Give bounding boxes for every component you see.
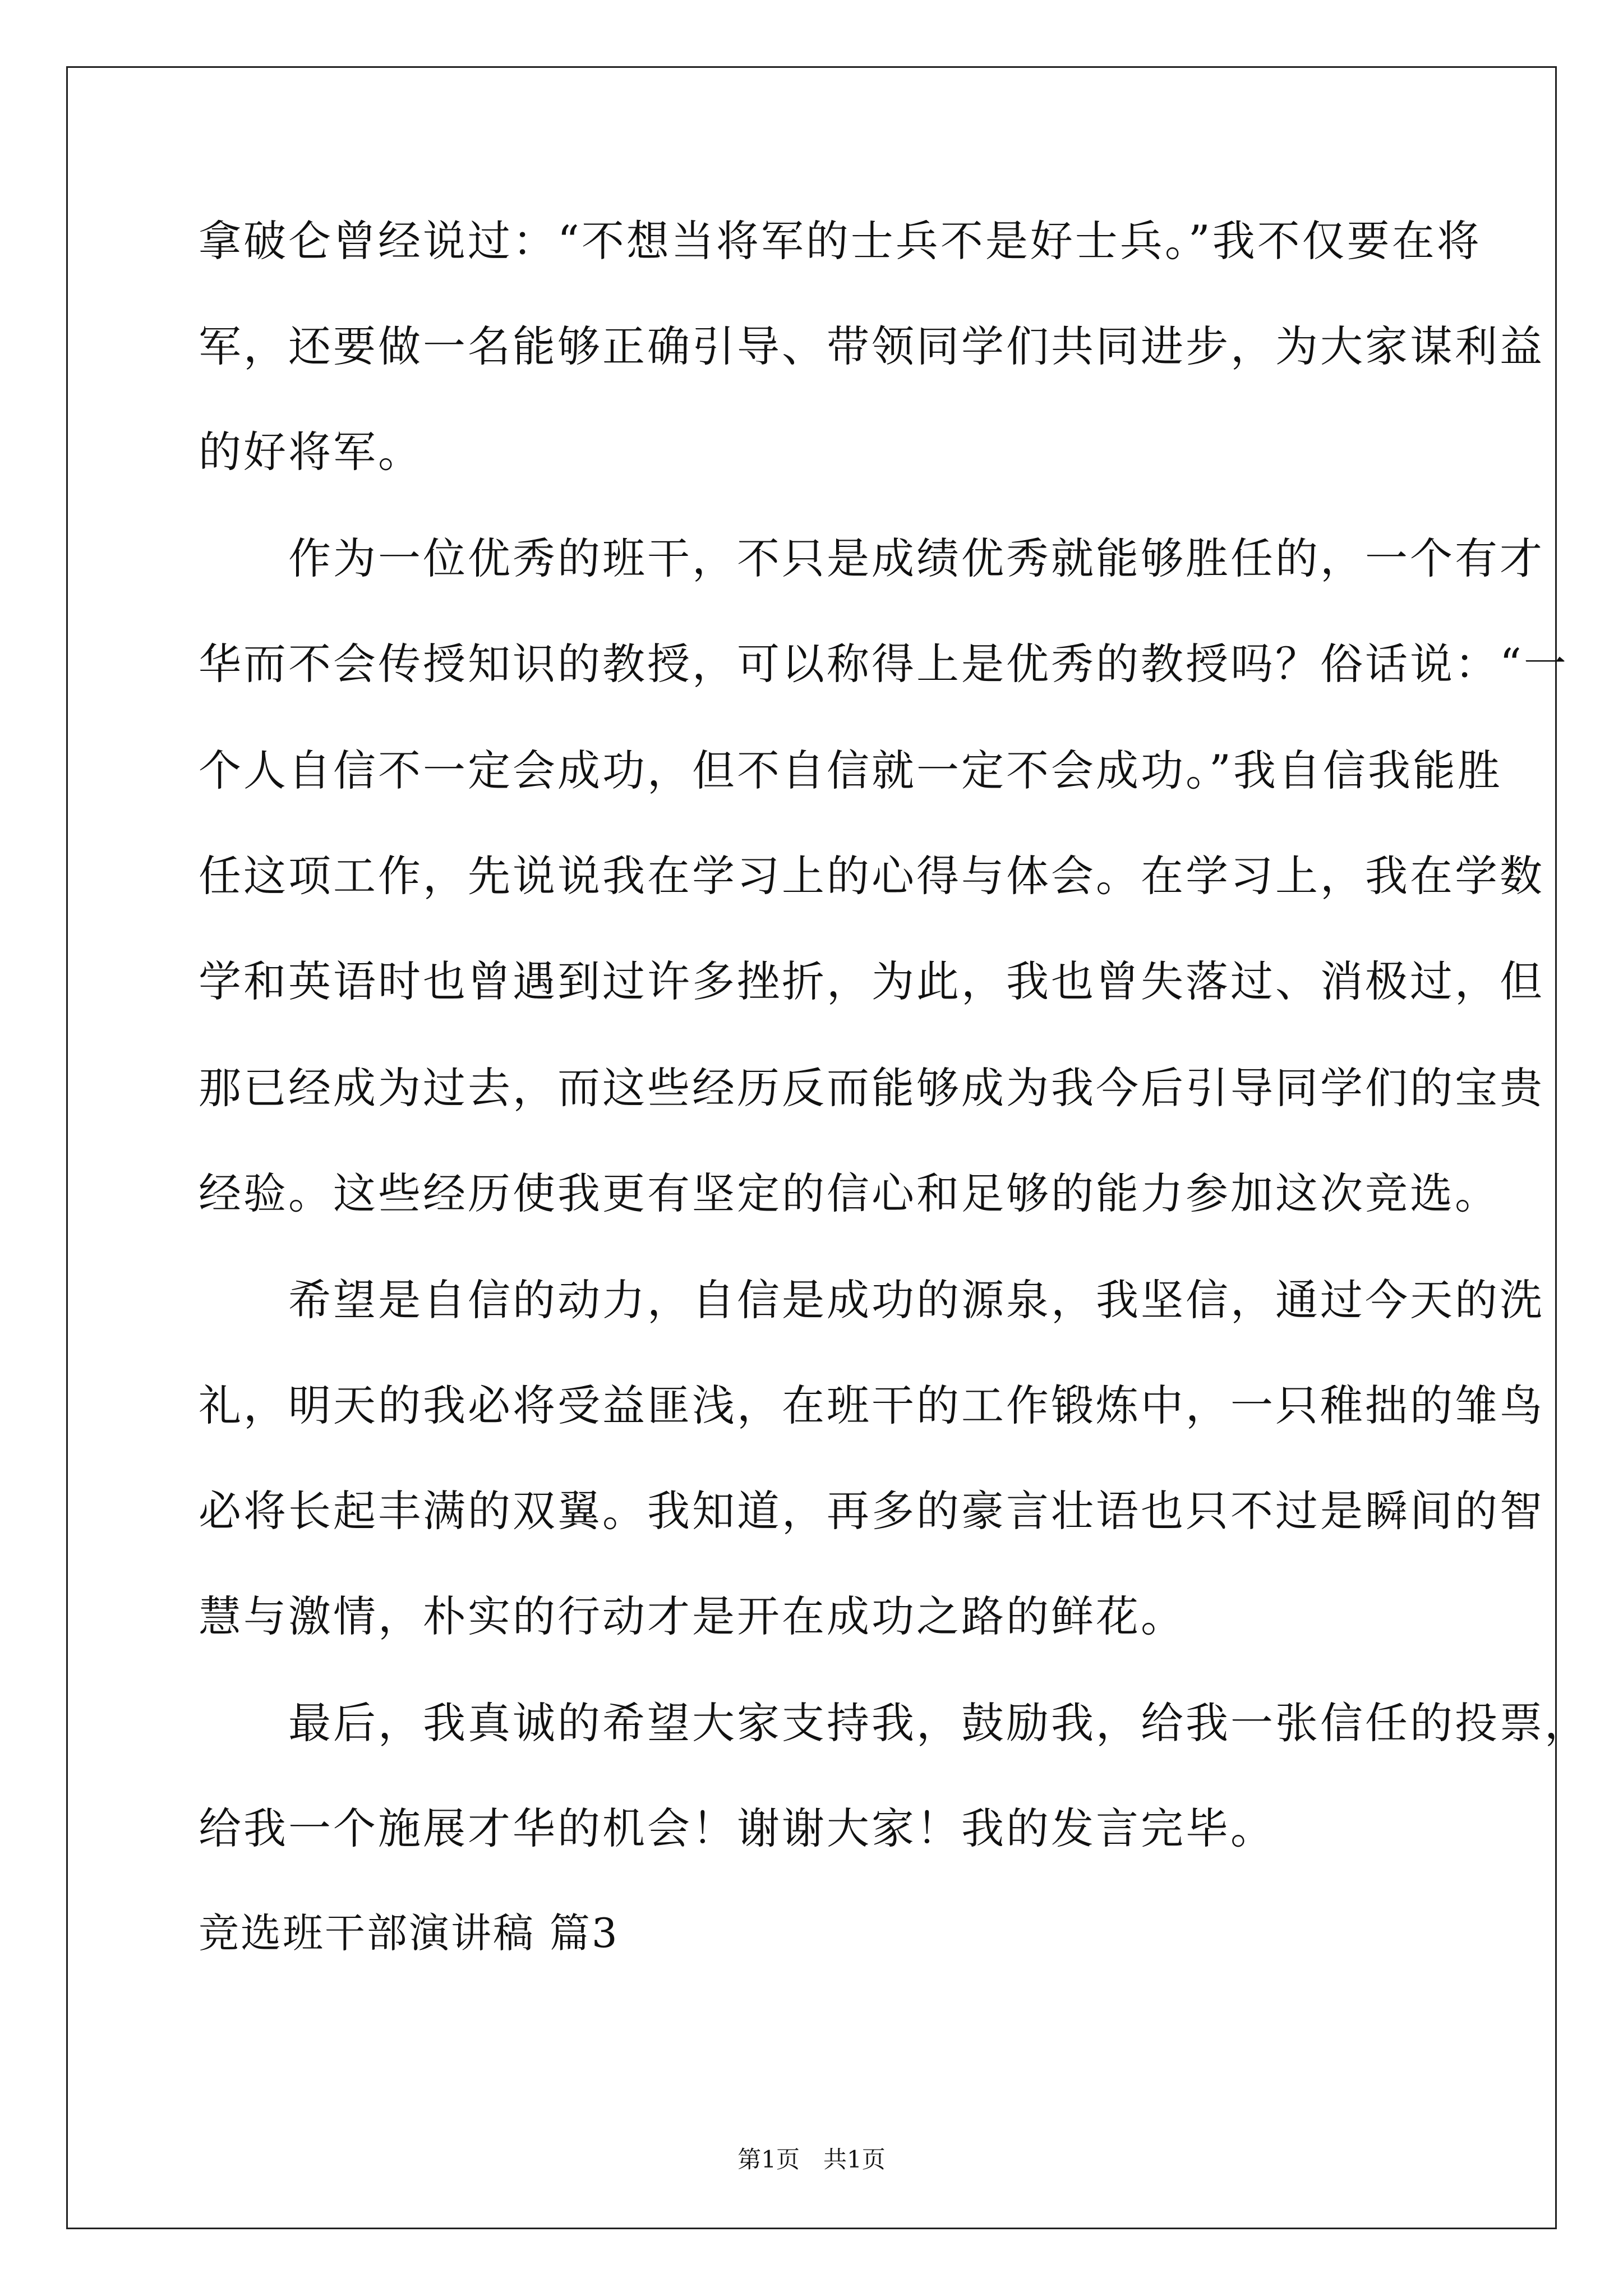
text-line: 的好将军。: [199, 427, 423, 477]
text-line: 慧与激情，朴实的行动才是开在成功之路的鲜花。: [199, 1591, 1186, 1641]
page-footer: 第1页 共1页: [737, 2146, 886, 2173]
text-line: 军，还要做一名能够正确引导、带领同学们共同进步，为大家谋利益: [199, 321, 1544, 371]
text-line: 希望是自信的动力，自信是成功的源泉，我坚信，通过今天的洗: [199, 1275, 1544, 1325]
text-line: 华而不会传授知识的教授，可以称得上是优秀的教授吗？俗话说：“一: [199, 639, 1569, 689]
text-line: 必将长起丰满的双翼。我知道，再多的豪言壮语也只不过是瞬间的智: [199, 1486, 1544, 1536]
section-title: 竞选班干部演讲稿 篇3: [199, 1910, 619, 1957]
text-line: 任这项工作，先说说我在学习上的心得与体会。在学习上，我在学数: [199, 851, 1544, 901]
text-line: 个人自信不一定会成功，但不自信就一定不会成功。”我自信我能胜: [199, 746, 1502, 795]
text-line: 经验。这些经历使我更有坚定的信心和足够的能力参加这次竞选。: [199, 1168, 1500, 1218]
text-line: 作为一位优秀的班干，不只是成绩优秀就能够胜任的，一个有才: [199, 533, 1544, 583]
text-line: 那已经成为过去，而这些经历反而能够成为我今后引导同学们的宝贵: [199, 1063, 1544, 1113]
text-line: 拿破仑曾经说过：“不想当将军的士兵不是好士兵。”我不仅要在将: [199, 216, 1482, 266]
text-line: 礼，明天的我必将受益匪浅，在班干的工作锻炼中，一只稚拙的雏鸟: [199, 1381, 1544, 1430]
text-line: 给我一个施展才华的机会！谢谢大家！我的发言完毕。: [199, 1803, 1275, 1853]
text-line: 最后，我真诚的希望大家支持我，鼓励我，给我一张信任的投票，: [199, 1698, 1589, 1748]
text-line: 学和英语时也曾遇到过许多挫折，为此，我也曾失落过、消极过，但: [199, 956, 1544, 1006]
